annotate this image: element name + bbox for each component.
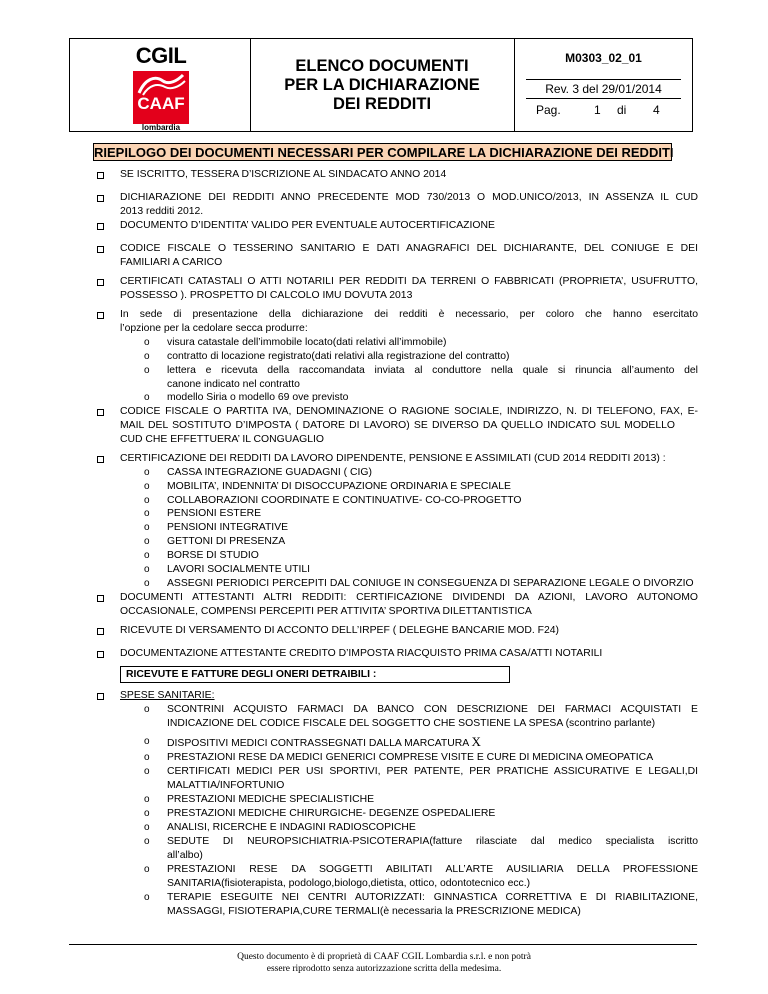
subitem-medical-certificates-cont: MALATTIA/INFORTUNIO xyxy=(167,780,285,791)
bullet-icon: o xyxy=(144,564,150,575)
bullet-icon: o xyxy=(144,704,150,715)
subitem-medical-devices xyxy=(167,735,481,751)
subitem-cud: PENSIONI INTEGRATIVE xyxy=(167,522,289,533)
checkbox-icon xyxy=(97,456,104,463)
bullet-icon: o xyxy=(144,864,150,875)
subitem-cud: COLLABORAZIONI COORDINATE E CONTINUATIVE- CO-CO-PROGETTO xyxy=(167,495,522,506)
checkbox-icon xyxy=(97,312,104,319)
document-title-text: ELENCO DOCUMENTI PER LA DICHIARAZIONE DEI REDDITI xyxy=(284,56,480,113)
page-total: 4 xyxy=(653,103,660,117)
subitem-therapies-cont: MASSAGGI, FISIOTERAPIA,CURE TERMALI(è necessaria la PRESCRIZIONE MEDICA) xyxy=(167,906,581,917)
footer-line-2: essere riprodotto senza autorizzazione scritta della medesima. xyxy=(266,964,502,974)
caaf-cgil-logo xyxy=(131,43,191,132)
subitem-cud: LAVORI SOCIALMENTE UTILI xyxy=(167,564,310,575)
bullet-icon: o xyxy=(144,508,150,519)
checkbox-icon xyxy=(97,172,104,179)
item-tax-code: CODICE FISCALE O TESSERINO SANITARIO E DATI ANAGRAFICI DEL DICHIARANTE, DEL CONIUGE E DEI xyxy=(120,243,698,254)
deductible-expenses-banner: RICEVUTE E FATTURE DEGLI ONERI DETRAIBILI : xyxy=(120,666,510,683)
checkbox-icon xyxy=(97,651,104,658)
logo-red-block xyxy=(133,71,189,124)
checkbox-icon xyxy=(97,223,104,230)
item-other-income: DOCUMENTI ATTESTANTI ALTRI REDDITI: CERTIFICAZIONE DIVIDENDI DA AZIONI, LAVORO AUTONOMO xyxy=(120,592,698,603)
subitem-medical-devices-text: DISPOSITIVI MEDICI CONTRASSEGNATI DALLA MARCATURA xyxy=(167,738,469,749)
subitem-cud: PENSIONI ESTERE xyxy=(167,508,262,519)
bullet-icon: o xyxy=(144,495,150,506)
bullet-icon: o xyxy=(144,550,150,561)
page-indicator xyxy=(526,101,681,119)
subitem-cud: GETTONI DI PRESENZA xyxy=(167,536,286,547)
subitem-registered-letter-cont: canone indicato nel contratto xyxy=(167,379,300,390)
item-other-income-cont: OCCASIONALE, COMPENSI PERCEPITI PER ATTIVITA’ SPORTIVA DILETTANTISTICA xyxy=(120,606,532,617)
item-withholding-agent-cont2: CUD CHE EFFETTUERA’ IL CONGUAGLIO xyxy=(120,434,324,445)
logo-region-text: lombardia xyxy=(141,123,181,132)
subitem-general-practitioners: PRESTAZIONI RESE DA MEDICI GENERICI COMPRESE VISITE E CURE DI MEDICINA OMEOPATICA xyxy=(167,752,654,763)
subitem-cud: MOBILITA’, INDENNITA’ DI DISOCCUPAZIONE ORDINARIA E SPECIALE xyxy=(167,481,511,492)
bullet-icon: o xyxy=(144,365,150,376)
subitem-siria-model: modello Siria o modello 69 ove previsto xyxy=(167,392,349,403)
ce-mark: X xyxy=(471,734,481,749)
subitem-otc-receipts: SCONTRINI ACQUISTO FARMACI DA BANCO CON DESCRIZIONE DEI FARMACI ACQUISTATI E xyxy=(167,704,698,715)
item-first-home-credit: DOCUMENTAZIONE ATTESTANTE CREDITO D’IMPOSTA RIACQUISTO PRIMA CASA/ATTI NOTARILI xyxy=(120,648,603,659)
health-expenses-heading: SPESE SANITARIE: xyxy=(120,690,215,701)
bullet-icon: o xyxy=(144,536,150,547)
subitem-cud: CASSA INTEGRAZIONE GUADAGNI ( CIG) xyxy=(167,467,372,478)
document-code: M0303_02_01 xyxy=(565,51,642,65)
subitem-visura: visura catastale dell’immobile locato(dati relativi all’immobile) xyxy=(167,337,447,348)
subitem-specialist: PRESTAZIONI MEDICHE SPECIALISTICHE xyxy=(167,794,375,805)
item-union-card: SE ISCRITTO, TESSERA D’ISCRIZIONE AL SINDACATO ANNO 2014 xyxy=(120,169,447,180)
checkbox-icon xyxy=(97,279,104,286)
bullet-icon: o xyxy=(144,766,150,777)
logo-caaf-text: CAAF xyxy=(137,94,185,113)
bullet-icon: o xyxy=(144,392,150,403)
subitem-medical-certificates: CERTIFICATI MEDICI PER USI SPORTIVI, PER PATENTE, PER PRATICHE ASSICURATIVE E LEGALI,DI xyxy=(167,766,698,777)
item-tax-code-cont: FAMILIARI A CARICO xyxy=(120,257,223,268)
subitem-analysis: ANALISI, RICERCHE E INDAGINI RADIOSCOPICHE xyxy=(167,822,416,833)
subitem-therapies: TERAPIE ESEGUITE NEI CENTRI AUTORIZZATI: GINNASTICA CORRETTIVA E DI RIABILITAZIONE, xyxy=(167,892,698,903)
checkbox-icon xyxy=(97,246,104,253)
item-previous-return-cont: 2013 redditi 2012. xyxy=(120,206,204,217)
bullet-icon: o xyxy=(144,808,150,819)
checkbox-icon xyxy=(97,409,104,416)
item-withholding-agent: CODICE FISCALE O PARTITA IVA, DENOMINAZIONE O RAGIONE SOCIALE, INDIRIZZO, N. DI TELEFONO, FAX, E- xyxy=(120,406,698,417)
subitem-psychotherapy-cont: all’albo) xyxy=(167,850,203,861)
revision-label: Rev. 3 del 29/01/2014 xyxy=(526,79,681,99)
item-withholding-agent-cont: MAIL DEL SOSTITUTO D’IMPOSTA ( DATORE DI LAVORO) SE DIVERSO DA QUELLO INDICATO SUL MODELLO xyxy=(120,420,675,431)
checkbox-icon xyxy=(97,693,104,700)
bullet-icon: o xyxy=(144,736,150,747)
title-cell xyxy=(250,39,515,131)
subitem-cud: BORSE DI STUDIO xyxy=(167,550,259,561)
item-identity-document: DOCUMENTO D’IDENTITA’ VALIDO PER EVENTUALE AUTOCERTIFICAZIONE xyxy=(120,220,495,231)
item-cadastral: CERTIFICATI CATASTALI O ATTI NOTARILI PER REDDITI DA TERRENI O FABBRICATI (PROPRIETA’, USUFRUTTO, xyxy=(120,276,698,287)
section-banner: RIEPILOGO DEI DOCUMENTI NECESSARI PER COMPILARE LA DICHIARAZIONE DEI REDDITI xyxy=(94,145,674,160)
subitem-psychotherapy: SEDUTE DI NEUROPSICHIATRIA-PSICOTERAPIA(fatture rilasciate dal medico specialista iscritto xyxy=(167,836,698,847)
bullet-icon: o xyxy=(144,752,150,763)
item-cedolare: In sede di presentazione della dichiarazione dei redditi è necessario, per coloro che hanno esercitato xyxy=(120,309,698,320)
bullet-icon: o xyxy=(144,351,150,362)
bullet-icon: o xyxy=(144,836,150,847)
bullet-icon: o xyxy=(144,578,150,589)
logo-cell xyxy=(70,39,251,131)
footer-line-1: Questo documento è di proprietà di CAAF CGIL Lombardia s.r.l. e non potrà xyxy=(237,952,531,962)
checkbox-icon xyxy=(97,195,104,202)
subitem-auxiliary-professions: PRESTAZIONI RESE DA SOGGETTI ABILITATI ALL’ARTE AUSILIARIA DELLA PROFESSIONE xyxy=(167,864,698,875)
item-cadastral-cont: POSSESSO ). PROSPETTO DI CALCOLO IMU DOVUTA 2013 xyxy=(120,290,413,301)
bullet-icon: o xyxy=(144,337,150,348)
checkbox-icon xyxy=(97,628,104,635)
subitem-registered-letter: lettera e ricevuta della raccomandata inviata al conduttore nella quale si rinuncia all’aumento del xyxy=(167,365,698,376)
bullet-icon: o xyxy=(144,522,150,533)
page-of-label: di xyxy=(617,103,627,117)
footer-rule xyxy=(69,944,697,945)
subitem-contract: contratto di locazione registrato(dati relativi alla registrazione del contratto) xyxy=(167,351,510,362)
page-label: Pag. xyxy=(536,103,561,117)
bullet-icon: o xyxy=(144,822,150,833)
item-irpef-receipts: RICEVUTE DI VERSAMENTO DI ACCONTO DELL’IRPEF ( DELEGHE BANCARIE MOD. F24) xyxy=(120,625,559,636)
page-number: 1 xyxy=(594,103,601,117)
item-cud-certification: CERTIFICAZIONE DEI REDDITI DA LAVORO DIPENDENTE, PENSIONE E ASSIMILATI (CUD 2014 REDDITI 2013) : xyxy=(120,453,666,464)
subitem-otc-receipts-cont: INDICAZIONE DEL CODICE FISCALE DEL SOGGETTO CHE SOSTIENE LA SPESA (scontrino parlante) xyxy=(167,718,656,729)
subitem-cud: ASSEGNI PERIODICI PERCEPITI DAL CONIUGE IN CONSEGUENZA DI SEPARAZIONE LEGALE O DIVORZIO xyxy=(167,578,694,589)
subitem-surgery: PRESTAZIONI MEDICHE CHIRURGICHE- DEGENZE OSPEDALIERE xyxy=(167,808,496,819)
footer-notice xyxy=(120,951,648,975)
item-previous-return: DICHIARAZIONE DEI REDDITI ANNO PRECEDENTE MOD 730/2013 O MOD.UNICO/2013, IN ASSENZA IL CUD xyxy=(120,192,698,203)
subitem-auxiliary-professions-cont: SANITARIA(fisioterapista, podologo,biologo,dietista, ottico, odontotecnico ecc.) xyxy=(167,878,531,889)
item-cedolare-cont: l’opzione per la cedolare secca produrre: xyxy=(120,323,308,334)
checkbox-icon xyxy=(97,595,104,602)
logo-cgil-text: CGIL xyxy=(135,43,187,68)
bullet-icon: o xyxy=(144,794,150,805)
bullet-icon: o xyxy=(144,892,150,903)
bullet-icon: o xyxy=(144,481,150,492)
document-title xyxy=(277,57,487,114)
bullet-icon: o xyxy=(144,467,150,478)
